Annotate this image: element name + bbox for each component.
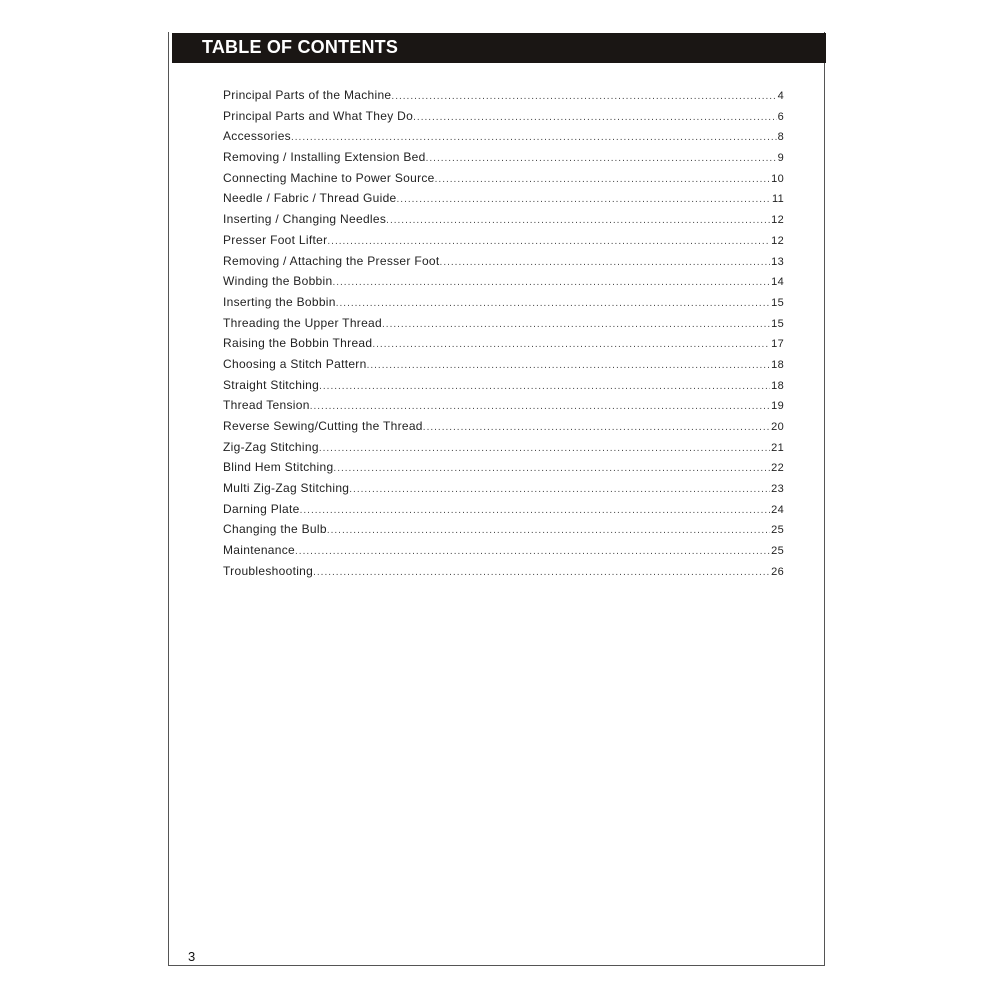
toc-entry-page: 23 [771,483,784,496]
page-number: 3 [188,949,196,964]
toc-entry[interactable] [223,295,784,316]
toc-entry-page: 15 [771,296,784,309]
table-of-contents [223,88,784,585]
dot-leader [367,360,771,371]
toc-entry-page: 13 [771,255,784,268]
toc-entry-page: 8 [777,131,784,144]
toc-entry-page: 19 [771,400,784,413]
toc-entry-title: Presser Foot Lifter [223,232,328,247]
dot-leader [382,319,770,330]
toc-entry[interactable] [223,357,784,378]
toc-entry-page: 14 [771,276,784,289]
toc-entry-title: Needle / Fabric / Thread Guide [223,191,397,206]
toc-entry[interactable] [223,274,784,295]
toc-entry-page: 17 [771,338,784,351]
dot-leader [333,463,770,474]
toc-entry-page: 18 [771,358,784,371]
toc-entry[interactable] [223,419,784,440]
toc-entry-page: 21 [771,441,784,454]
toc-entry[interactable] [223,171,784,192]
toc-entry-title: Maintenance [223,543,296,558]
toc-entry[interactable] [223,543,784,564]
toc-entry-title: Inserting the Bobbin [223,294,336,309]
toc-entry-page: 22 [771,462,784,475]
toc-entry[interactable] [223,502,784,523]
toc-entry-page: 25 [771,524,784,537]
toc-entry-title: Blind Hem Stitching [223,460,334,475]
toc-entry-title: Multi Zig-Zag Stitching [223,481,350,496]
toc-entry-title: Connecting Machine to Power Source [223,170,435,185]
dot-leader [332,277,770,288]
dot-leader [397,194,771,205]
toc-entry[interactable] [223,150,784,171]
dot-leader [310,401,770,412]
toc-entry-title: Troubleshooting [223,563,314,578]
dot-leader [423,422,770,433]
toc-entry-page: 15 [771,317,784,330]
toc-entry[interactable] [223,88,784,109]
toc-entry-title: Choosing a Stitch Pattern [223,356,367,371]
dot-leader [291,132,777,143]
toc-entry[interactable] [223,481,784,502]
toc-entry[interactable] [223,191,784,212]
toc-entry-page: 12 [771,214,784,227]
dot-leader [391,91,776,102]
toc-entry[interactable] [223,460,784,481]
toc-entry-title: Principal Parts of the Machine [223,88,392,102]
dot-leader [372,339,770,350]
toc-entry-page: 25 [771,545,784,558]
toc-entry-title: Changing the Bulb [223,522,327,537]
toc-entry[interactable] [223,316,784,337]
toc-entry-page: 10 [771,172,784,185]
toc-entry-page: 26 [771,565,784,578]
toc-entry[interactable] [223,522,784,543]
toc-entry-title: Accessories [223,129,291,144]
toc-entry[interactable] [223,129,784,150]
toc-entry-title: Inserting / Changing Needles [223,212,387,227]
dot-leader [435,174,771,185]
dot-leader [336,298,770,309]
dot-leader [349,484,770,495]
dot-leader [413,112,776,123]
dot-leader [440,257,771,268]
toc-entry-page: 20 [771,421,784,433]
dot-leader [313,567,770,578]
toc-entry-page: 9 [777,152,784,165]
toc-entry[interactable] [223,336,784,357]
toc-entry[interactable] [223,378,784,399]
toc-entry[interactable] [223,212,784,233]
toc-entry-page: 18 [771,379,784,392]
toc-entry[interactable] [223,398,784,419]
dot-leader [327,525,770,536]
toc-entry-page: 6 [777,110,784,123]
toc-entry[interactable] [223,564,784,585]
toc-entry-title: Straight Stitching [223,377,320,392]
dot-leader [327,236,770,247]
toc-entry-title: Reverse Sewing/Cutting the Thread [223,419,423,433]
dot-leader [319,443,770,454]
toc-entry-page: 4 [777,90,784,102]
toc-entry-page: 11 [771,193,784,206]
dot-leader [386,215,770,226]
dot-leader [295,546,770,557]
toc-entry-title: Darning Plate [223,501,300,516]
toc-entry[interactable] [223,109,784,130]
toc-entry-title: Zig-Zag Stitching [223,439,319,454]
toc-entry-title: Raising the Bobbin Thread [223,336,373,351]
toc-entry-page: 12 [771,234,784,247]
toc-entry-title: Principal Parts and What They Do [223,108,414,123]
header-bar [172,33,826,63]
toc-entry-page: 24 [771,503,784,516]
toc-entry-title: Winding the Bobbin [223,274,333,289]
toc-entry[interactable] [223,440,784,461]
dot-leader [319,381,770,392]
toc-entry-title: Removing / Attaching the Presser Foot [223,253,440,268]
toc-entry[interactable] [223,254,784,275]
page-title: TABLE OF CONTENTS [202,37,399,57]
toc-entry[interactable] [223,233,784,254]
dot-leader [300,505,771,516]
toc-entry-title: Removing / Installing Extension Bed [223,150,426,165]
dot-leader [426,153,777,164]
toc-entry-title: Thread Tension [223,398,310,413]
toc-entry-title: Threading the Upper Thread [223,315,383,330]
